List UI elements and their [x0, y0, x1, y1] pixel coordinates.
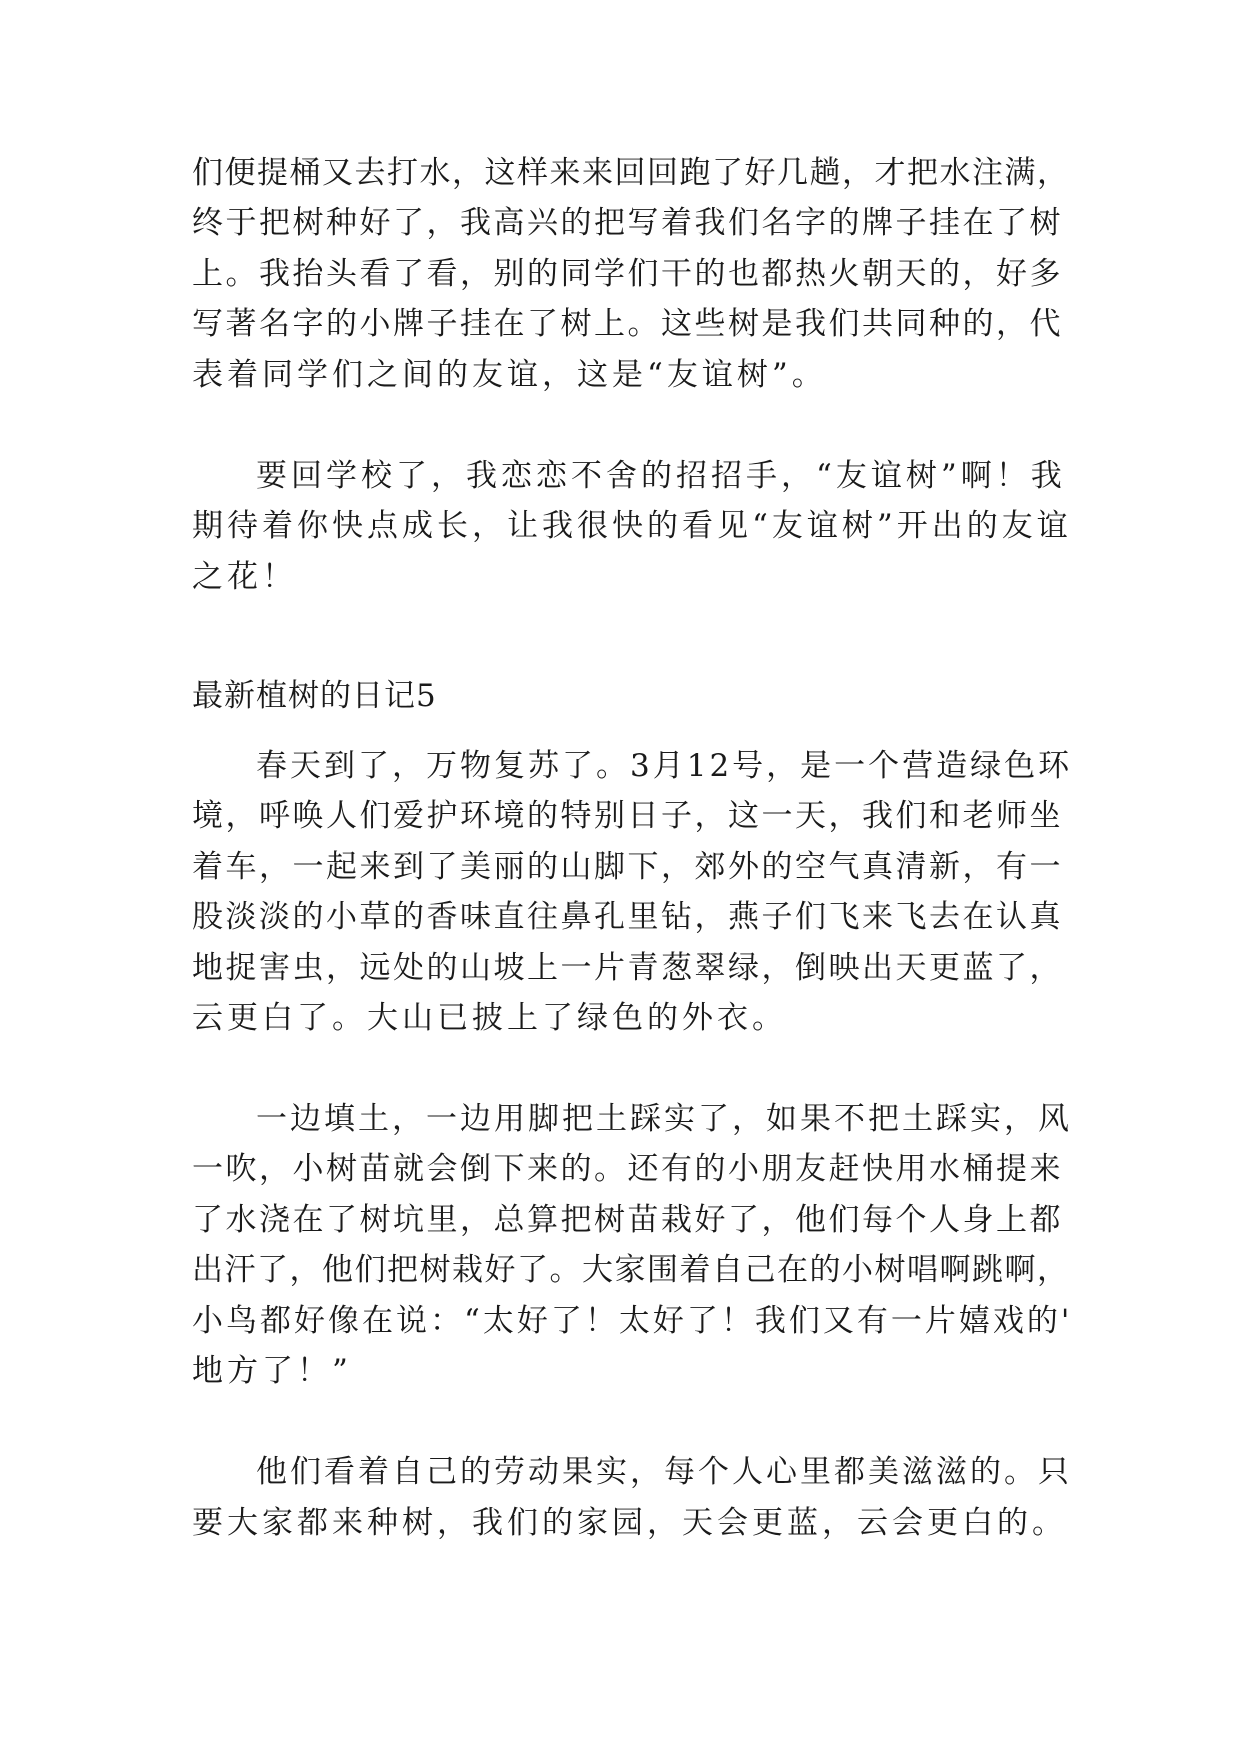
text-line: 写著名字的小牌子挂在了树上。这些树是我们共同种的，代	[192, 306, 1063, 342]
text-line: 境，呼唤人们爱护环境的特别日子，这一天，我们和老师坐	[192, 798, 1063, 834]
text-line: 春天到了，万物复苏了。3月12号，是一个营造绿色环	[256, 748, 1073, 784]
text-line: 期待着你快点成长，让我很快的看见“友谊树”开出的友谊	[192, 508, 1072, 544]
text-line: 一边填土，一边用脚把土踩实了，如果不把土踩实，风	[256, 1101, 1072, 1137]
text-line: 表着同学们之间的友谊，这是“友谊树”。	[192, 357, 827, 393]
text-line: 终于把树种好了，我高兴的把写着我们名字的牌子挂在了树	[192, 205, 1063, 241]
text-line: 地方了！”	[192, 1353, 352, 1389]
text-line: 出汗了，他们把树栽好了。大家围着自己在的小树唱啊跳啊，	[192, 1252, 1070, 1288]
text-line: 他们看着自己的劳动果实，每个人心里都美滋滋的。只	[256, 1454, 1072, 1490]
text-line: 云更白了。大山已披上了绿色的外衣。	[192, 1000, 787, 1036]
text-line: 着车，一起来到了美丽的山脚下，郊外的空气真清新，有一	[192, 849, 1063, 885]
text-line: 之花！	[192, 559, 297, 595]
text-line: 要回学校了，我恋恋不舍的招招手，“友谊树”啊！我	[256, 458, 1066, 494]
text-line: 们便提桶又去打水，这样来来回回跑了好几趟，才把水注满，	[192, 155, 1070, 191]
text-line: 股淡淡的小草的香味直往鼻孔里钻，燕子们飞来飞去在认真	[192, 899, 1063, 935]
section-title: 最新植树的日记5	[192, 678, 437, 714]
text-line: 地捉害虫，远处的山坡上一片青葱翠绿，倒映出天更蓝了，	[192, 950, 1063, 986]
text-line: 一吹，小树苗就会倒下来的。还有的小朋友赶快用水桶提来	[192, 1151, 1063, 1187]
text-line: 上。我抬头看了看，别的同学们干的也都热火朝天的，好多	[192, 256, 1063, 292]
text-line: 要大家都来种树，我们的家园，天会更蓝，云会更白的。	[192, 1505, 1067, 1541]
text-line: 小鸟都好像在说：“太好了！太好了！我们又有一片嬉戏的'	[192, 1303, 1073, 1339]
text-line: 了水浇在了树坑里，总算把树苗栽好了，他们每个人身上都	[192, 1202, 1063, 1238]
